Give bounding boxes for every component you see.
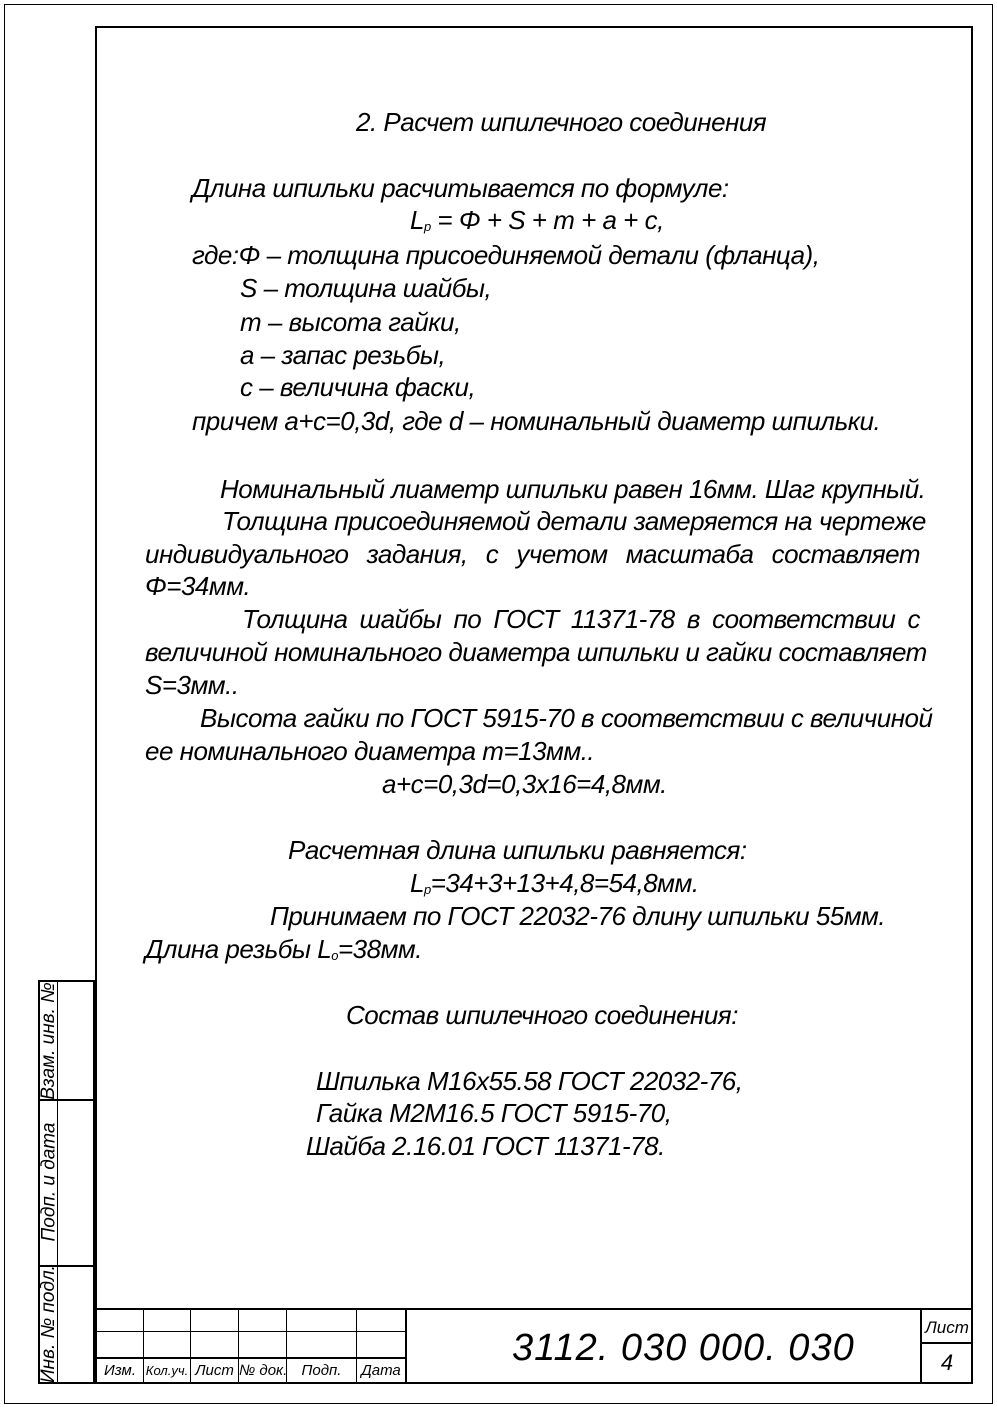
washer-line-1: Толщина шайбы по ГОСТ 11371-78 в соответствии с xyxy=(242,604,920,634)
washer-line-3: S=3мм.. xyxy=(145,670,239,700)
thread-length xyxy=(145,934,422,971)
col-podp: Подп. xyxy=(301,1362,342,1379)
side-label-replacement: Взам. инв. № xyxy=(38,981,59,1100)
document-number: 3112. 030 000. 030 xyxy=(512,1327,855,1369)
formula-rest: = Φ + S + m + a + c, xyxy=(430,205,664,235)
sheet-number: 4 xyxy=(940,1350,954,1375)
washer-line-2: величиной номинального диаметра шпильки и гайки составляет xyxy=(145,637,927,667)
where-line-note: причем a+c=0,3d, где d – номинальный диаметр шпильки. xyxy=(192,406,881,436)
composition-title: Состав шпилечного соединения: xyxy=(346,1000,738,1030)
where-line-m: m – высота гайки, xyxy=(240,307,461,337)
side-strip xyxy=(38,980,95,1384)
side-label-signature: Подп. и дата xyxy=(38,1122,60,1242)
thread-prefix: Длина резьбы L xyxy=(145,934,332,964)
formula-sub: p xyxy=(423,219,431,234)
col-list: Лист xyxy=(195,1362,234,1379)
formula-L: L xyxy=(410,205,424,235)
where-line-a: a – запас резьбы, xyxy=(240,340,446,370)
thickness-line-2: индивидуального задания, с учетом масштаба составляет xyxy=(145,539,920,569)
formula-intro: Длина шпильки расчитывается по формуле: xyxy=(192,173,729,203)
composition-washer: Шайба 2.16.01 ГОСТ 11371-78. xyxy=(306,1131,665,1161)
calc-formula xyxy=(410,868,699,905)
col-izm: Изм. xyxy=(104,1362,136,1379)
length-formula xyxy=(410,205,664,242)
col-data: Дата xyxy=(361,1362,401,1379)
nut-line-2: ее номинального диаметра m=13мм.. xyxy=(145,736,595,766)
where-line-c: c – величина фаски, xyxy=(240,372,476,402)
composition-nut: Гайка М2М16.5 ГОСТ 5915-70, xyxy=(316,1098,672,1128)
thread-rest: =38мм. xyxy=(337,934,422,964)
thickness-line-1: Толщина присоединяемой детали замеряется на чертеже xyxy=(222,506,926,536)
calc-intro: Расчетная длина шпильки равняется: xyxy=(288,835,747,865)
calc-rest: =34+3+13+4,8=54,8мм. xyxy=(430,868,699,898)
calc-sub: p xyxy=(423,882,431,897)
thread-sub: o xyxy=(331,948,338,963)
where-line-s: S – толщина шайбы, xyxy=(240,273,492,303)
side-label-inventory: Инв. № подл. xyxy=(38,1264,59,1383)
col-ndok: № док. xyxy=(239,1362,288,1379)
ac-calculation: a+c=0,3d=0,3x16=4,8мм. xyxy=(382,769,667,799)
col-koluch: Кол.уч. xyxy=(145,1363,189,1378)
accept-line: Принимаем по ГОСТ 22032-76 длину шпильки 55мм. xyxy=(270,901,886,931)
page-title: 2. Расчет шпилечного соединения xyxy=(356,107,767,137)
calc-L: L xyxy=(410,868,424,898)
where-line-phi: где:Φ – толщина присоединяемой детали (фланца), xyxy=(192,240,820,270)
nominal-diameter-line: Номинальный лиаметр шпильки равен 16мм. Шаг крупный. xyxy=(220,474,926,504)
thickness-line-3: Φ=34мм. xyxy=(145,571,251,601)
sheet-label: Лист xyxy=(925,1318,969,1337)
nut-line-1: Высота гайки по ГОСТ 5915-70 в соответствии с величиной xyxy=(200,703,933,733)
composition-stud: Шпилька М16x55.58 ГОСТ 22032-76, xyxy=(316,1066,743,1096)
